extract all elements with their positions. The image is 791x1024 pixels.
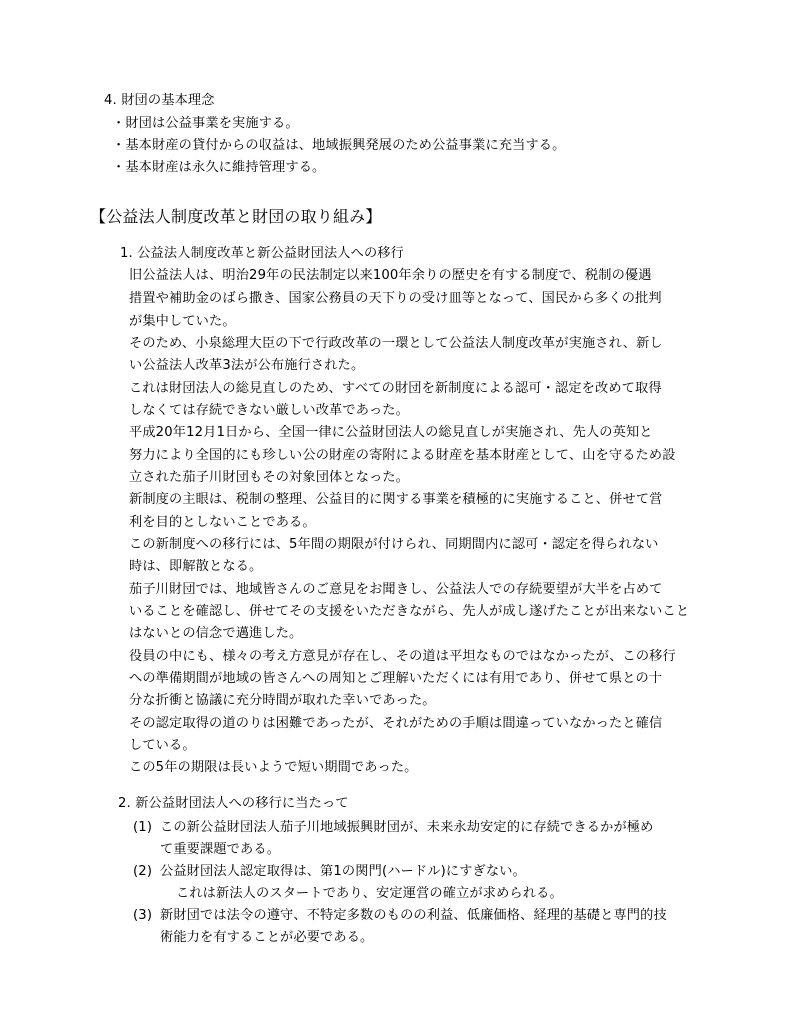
paragraph-line: 新制度の主眼は、税制の整理、公益目的に関する事業を積極的に実施すること、併せて営 xyxy=(129,492,663,507)
paragraph-line: いることを確認し、併せてその支援をいただきながら、先人が成し遂げたことが出来ないこと xyxy=(129,604,690,619)
list-item-number: (2) xyxy=(133,864,153,879)
paragraph-line: しなくては存続できない厳しい改革であった。 xyxy=(129,403,409,418)
list-item-line: これは新法人のスタートであり、安定運営の確立が求められる。 xyxy=(176,886,563,901)
subsection-2-heading: 2. 新公益財団法人への移行に当たって xyxy=(118,796,349,811)
paragraph-line: 旧公益法人は、明治29年の民法制定以来100年余りの歴史を有する制度で、税制の優遇 xyxy=(129,268,652,283)
list-item-line: この新公益財団法人茄子川地域振興財団が、未来永劫安定的に存続できるかが極め xyxy=(160,820,654,835)
list-item-line: 公益財団法人認定取得は、第1の関門(ハードル)にすぎない。 xyxy=(160,864,526,879)
list-item-number: (1) xyxy=(133,820,153,835)
paragraph-line: 立された茄子川財団もその対象団体となった。 xyxy=(129,470,410,485)
paragraph-line: この5年の期限は長いようで短い期間であった。 xyxy=(129,760,418,775)
paragraph-line: はないとの信念で邁進した。 xyxy=(129,626,303,641)
paragraph-line: その認定取得の道のりは困難であったが、それがための手順は間違っていなかったと確信 xyxy=(129,716,663,731)
list-item-line: て重要課題である。 xyxy=(160,842,281,857)
paragraph-line: 役員の中にも、様々の考え方意見が存在し、その道は平坦なものではなかったが、この移行 xyxy=(129,649,676,664)
section-4-bullet: ・基本財産は永久に維持管理する。 xyxy=(112,160,326,175)
paragraph-line: が集中していた。 xyxy=(129,314,236,329)
section-4-bullet: ・財団は公益事業を実施する。 xyxy=(112,116,299,131)
paragraph-line: 平成20年12月1日から、全国一律に公益財団法人の総見直しが実施され、先人の英知と xyxy=(129,425,653,440)
paragraph-line: そのため、小泉総理大臣の下で行政改革の一環として公益法人制度改革が実施され、新し xyxy=(129,336,663,351)
paragraph-line: 利を目的としないことである。 xyxy=(129,515,316,530)
paragraph-line: への準備期間が地域の皆さんへの周知とご理解いただくには有用であり、併せて県との十 xyxy=(129,671,663,686)
list-item-line: 術能力を有することが必要である。 xyxy=(160,930,374,945)
section-4-bullet: ・基本財産の貸付からの収益は、地域振興発展のため公益事業に充当する。 xyxy=(112,138,566,153)
subsection-1-heading: 1. 公益法人制度改革と新公益財団法人への移行 xyxy=(120,246,404,261)
paragraph-line: している。 xyxy=(129,738,196,753)
paragraph-line: これは財団法人の総見直しのため、すべての財団を新制度による認可・認定を改めて取得 xyxy=(129,381,662,396)
paragraph-line: 分な折衝と協議に充分時間が取れた幸いであった。 xyxy=(129,693,436,708)
main-heading: 【公益法人制度改革と財団の取り組み】 xyxy=(90,207,382,226)
section-4-heading: 4. 財団の基本理念 xyxy=(104,93,215,108)
paragraph-line: 努力により全国的にも珍しい公の財産の寄附による財産を基本財産として、山を守るため設 xyxy=(129,448,676,463)
paragraph-line: 茄子川財団では、地域皆さんのご意見をお聞きし、公益法人での存続要望が大半を占めて xyxy=(129,582,663,597)
paragraph-line: この新制度への移行には、5年間の期限が付けられ、同期間内に認可・認定を得られない xyxy=(129,537,659,552)
paragraph-line: 時は、即解散となる。 xyxy=(129,559,263,574)
list-item-line: 新財団では法令の遵守、不特定多数のものの利益、低廉価格、経理的基礎と専門的技 xyxy=(160,908,667,923)
list-item-number: (3) xyxy=(133,908,153,923)
paragraph-line: 措置や補助金のばら撒き、国家公務員の天下りの受け皿等となって、国民から多くの批判 xyxy=(129,291,662,306)
paragraph-line: い公益法人改革3法が公布施行された。 xyxy=(129,358,365,373)
